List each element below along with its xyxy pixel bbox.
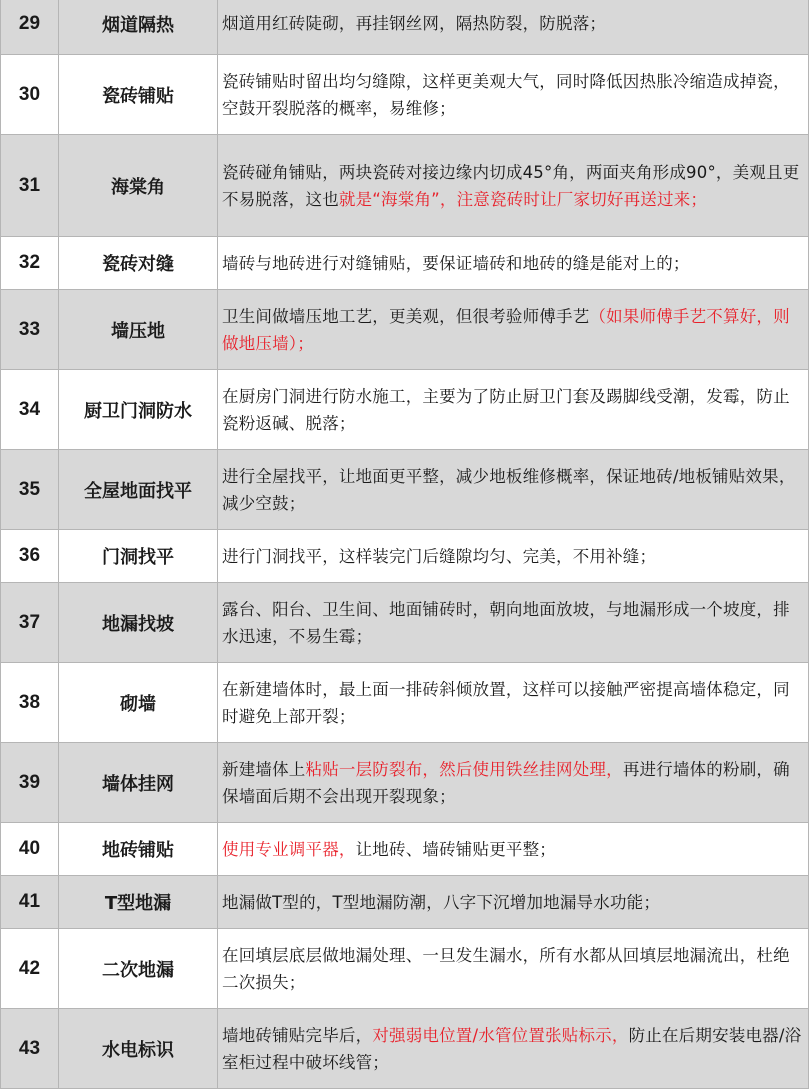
table-row (1, 823, 809, 876)
item-description (218, 370, 809, 450)
highlight-text: 使用专业调平器， (222, 839, 356, 859)
item-name: 地漏找坡 (59, 583, 218, 663)
item-name: 墙压地 (59, 290, 218, 370)
item-description (218, 663, 809, 743)
description-text: 在新建墙体时，最上面一排砖斜倾放置，这样可以接触严密提高墙体稳定，同时避免上部开裂； (222, 679, 790, 726)
item-description (218, 743, 809, 823)
row-number: 29 (1, 0, 59, 55)
description-text: 瓷砖碰角铺贴，两块瓷砖对接边缘内切成45°角，两面夹角形成90°，美观且更不易脱落，这也 (222, 162, 800, 209)
highlight-text: 粘贴一层防裂布，然后使用铁丝挂网处理， (305, 759, 623, 779)
row-number: 41 (1, 876, 59, 929)
row-number: 36 (1, 530, 59, 583)
item-name: 地砖铺贴 (59, 823, 218, 876)
item-description (218, 237, 809, 290)
highlight-text: 就是“海棠角”，注意瓷砖时让厂家切好再送过来； (338, 189, 708, 209)
description-text: 烟道用红砖陡砌，再挂钢丝网，隔热防裂，防脱落； (222, 14, 607, 33)
table-row (1, 876, 809, 929)
item-name: 门洞找平 (59, 530, 218, 583)
table-row (1, 450, 809, 530)
description-text: 瓷砖铺贴时留出均匀缝隙，这样更美观大气，同时降低因热胀冷缩造成掉瓷，空鼓开裂脱落的概率，易维修； (222, 71, 790, 118)
description-text: 新建墙体上 (222, 759, 306, 779)
description-text: 让地砖、墙砖铺贴更平整； (355, 839, 557, 859)
row-number: 37 (1, 583, 59, 663)
row-number: 32 (1, 237, 59, 290)
item-description (218, 530, 809, 583)
description-text: 在厨房门洞进行防水施工，主要为了防止厨卫门套及踢脚线受潮，发霉，防止瓷粉返碱、脱落； (222, 386, 790, 433)
row-number: 33 (1, 290, 59, 370)
description-text: 卫生间做墙压地工艺，更美观，但很考验师傅手艺 (222, 306, 590, 326)
table-row (1, 370, 809, 450)
description-text: 再进行墙体的粉刷，确保墙面后期不会出现开裂现象； (222, 759, 790, 806)
description-text: 进行全屋找平，让地面更平整，减少地板维修概率，保证地砖/地板铺贴效果，减少空鼓； (222, 466, 796, 513)
highlight-text: （如果师傅手艺不算好，则做地压墙）； (222, 306, 790, 353)
table-row (1, 290, 809, 370)
table-row (1, 583, 809, 663)
item-name: 全屋地面找平 (59, 450, 218, 530)
description-text: 地漏做T型的，T型地漏防潮，八字下沉增加地漏导水功能； (222, 892, 661, 912)
table-row (1, 663, 809, 743)
item-description (218, 290, 809, 370)
table-row (1, 135, 809, 237)
table-row (1, 929, 809, 1009)
row-number: 43 (1, 1009, 59, 1089)
item-description (218, 876, 809, 929)
item-name: 瓷砖铺贴 (59, 55, 218, 135)
description-text: 墙地砖铺贴完毕后， (222, 1025, 373, 1045)
description-text: 墙砖与地砖进行对缝铺贴，要保证墙砖和地砖的缝是能对上的； (222, 253, 690, 273)
item-name: 砌墙 (59, 663, 218, 743)
item-description (218, 135, 809, 237)
row-number: 35 (1, 450, 59, 530)
table-row (1, 1009, 809, 1089)
item-name: 二次地漏 (59, 929, 218, 1009)
table-row (1, 530, 809, 583)
description-text: 在回填层底层做地漏处理、一旦发生漏水，所有水都从回填层地漏流出，杜绝二次损失； (222, 945, 790, 992)
row-number: 30 (1, 55, 59, 135)
description-text: 进行门洞找平，这样装完门后缝隙均匀、完美，不用补缝； (222, 546, 657, 566)
item-description (218, 1009, 809, 1089)
item-description (218, 823, 809, 876)
table-body (1, 0, 809, 1089)
item-description (218, 583, 809, 663)
row-number: 42 (1, 929, 59, 1009)
item-name: 海棠角 (59, 135, 218, 237)
table-row (1, 743, 809, 823)
table-row (1, 0, 809, 55)
row-number: 38 (1, 663, 59, 743)
item-description (218, 450, 809, 530)
item-name: 墙体挂网 (59, 743, 218, 823)
description-text: 露台、阳台、卫生间、地面铺砖时，朝向地面放坡，与地漏形成一个坡度，排水迅速，不易生霉； (222, 599, 790, 646)
row-number: 40 (1, 823, 59, 876)
item-name: 瓷砖对缝 (59, 237, 218, 290)
item-description (218, 929, 809, 1009)
item-name: T型地漏 (59, 876, 218, 929)
item-name: 烟道隔热 (59, 0, 218, 55)
table-row (1, 55, 809, 135)
highlight-text: 对强弱电位置/水管位置张贴标示， (372, 1025, 629, 1045)
row-number: 31 (1, 135, 59, 237)
item-name: 厨卫门洞防水 (59, 370, 218, 450)
row-number: 39 (1, 743, 59, 823)
description-text: 防止在后期安装电器/浴室柜过程中破坏线管； (222, 1025, 802, 1072)
item-description (218, 0, 809, 55)
row-number: 34 (1, 370, 59, 450)
item-name: 水电标识 (59, 1009, 218, 1089)
table-row (1, 237, 809, 290)
item-description (218, 55, 809, 135)
